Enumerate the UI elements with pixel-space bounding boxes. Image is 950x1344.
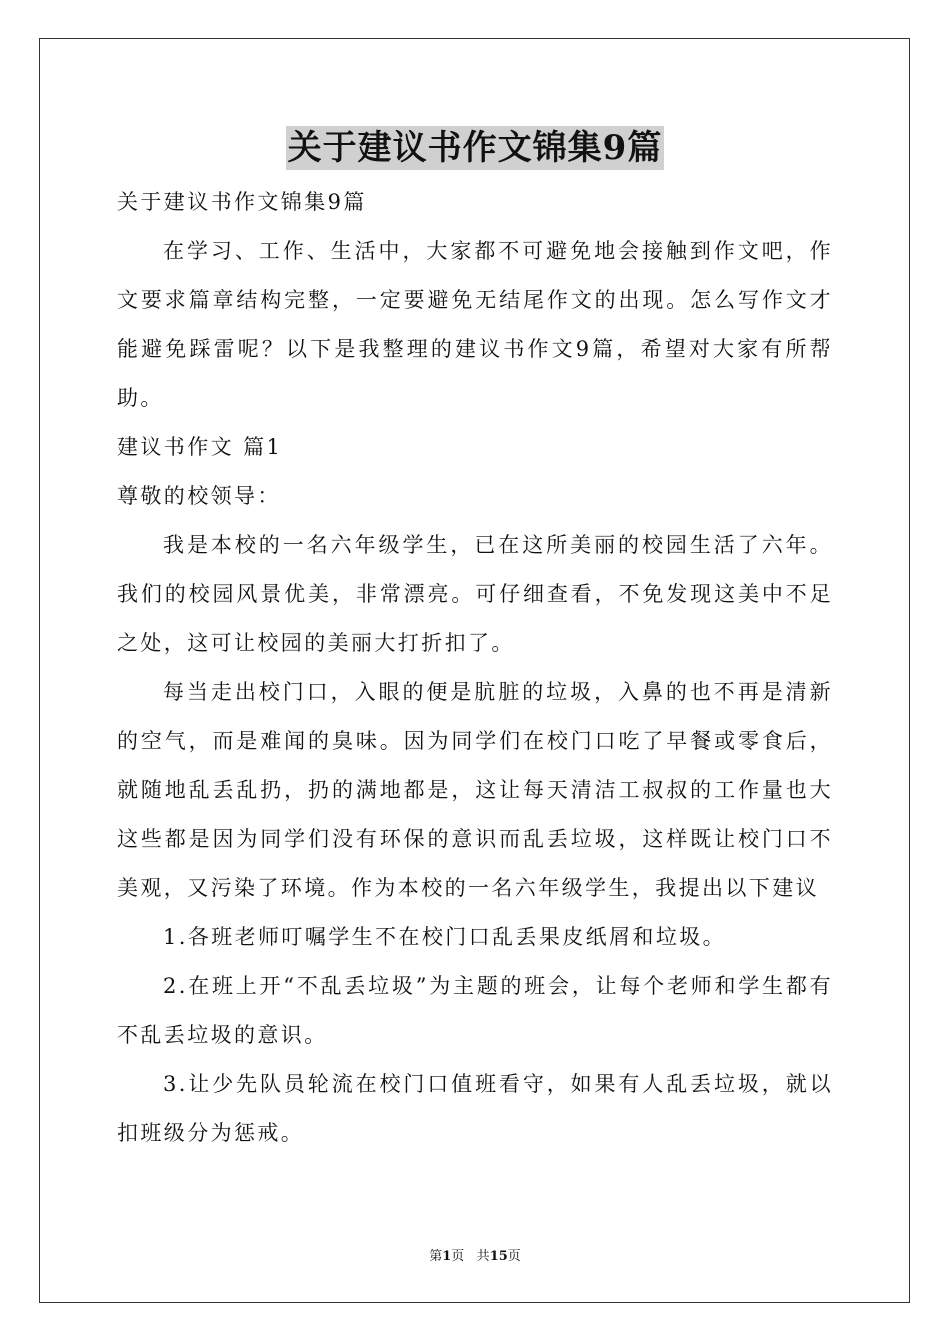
total-prefix: 共 (476, 1249, 490, 1264)
salutation: 尊敬的校领导： (117, 484, 281, 508)
body-paragraph-2: 每当走出校门口，入眼的便是肮脏的垃圾，入鼻的也不再是清新的空气，而是难闻的臭味。因为同学们在校门口吃了早餐或零食后，就随地乱丢乱扔，扔的满地都是，这让每天清洁工叔叔的工作量也大这些都是因为同学们没有环保的意识而乱丢垃圾，这样既让校门口不美观，又污染了环境。作为本校的一名六年级学生，我提出以下建议 (117, 680, 833, 900)
title-wrap (0, 126, 950, 170)
body-paragraph-1: 我是本校的一名六年级学生，已在这所美丽的校园生活了六年。我们的校园风景优美，非常漂亮。可仔细查看，不免发现这美中不足之处，这可让校园的美丽大打折扣了。 (117, 533, 833, 655)
total-pages: 15 (489, 1249, 508, 1264)
subtitle-line: 关于建议书作文锦集9篇 (117, 190, 367, 214)
page-footer (0, 1245, 950, 1264)
document-body (117, 178, 833, 1158)
total-suffix: 页 (507, 1249, 521, 1264)
suggestion-1: 1.各班老师叮嘱学生不在校门口乱丢果皮纸屑和垃圾。 (163, 925, 727, 949)
suggestion-3: 3.让少先队员轮流在校门口值班看守，如果有人乱丢垃圾，就以扣班级分为惩戒。 (117, 1072, 833, 1145)
page-number: 1 (442, 1249, 452, 1264)
section-heading: 建议书作文 篇1 (117, 435, 283, 459)
page-suffix: 页 (451, 1249, 465, 1264)
intro-paragraph: 在学习、工作、生活中，大家都不可避免地会接触到作文吧，作文要求篇章结构完整，一定要避免无结尾作文的出现。怎么写作文才能避免踩雷呢？以下是我整理的建议书作文9篇，希望对大家有所帮助。 (117, 239, 833, 410)
document-title: 关于建议书作文锦集9篇 (287, 128, 663, 168)
suggestion-2: 2.在班上开“不乱丢垃圾”为主题的班会，让每个老师和学生都有不乱丢垃圾的意识。 (117, 974, 833, 1047)
page-prefix: 第 (429, 1249, 443, 1264)
